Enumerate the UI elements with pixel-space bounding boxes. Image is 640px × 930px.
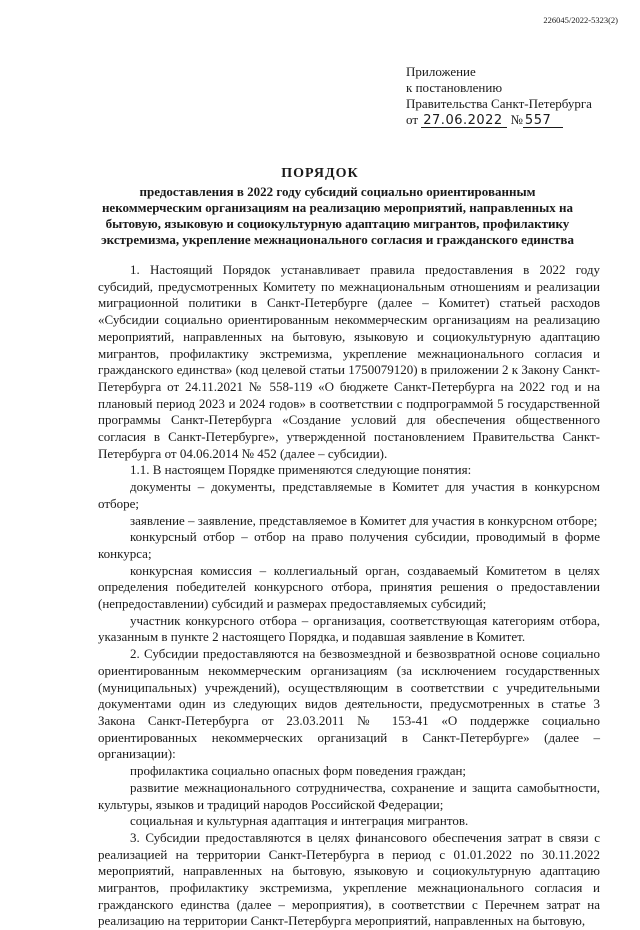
paragraph: заявление – заявление, представляемое в Комитет для участия в конкурсном отборе; [130, 512, 598, 528]
from-label: от [406, 112, 419, 127]
paragraph: документы – документы, представляемые в Комитет для участия в конкурсном отборе; [98, 479, 600, 511]
paragraph: 1.1. В настоящем Порядке применяются следующие понятия: [130, 462, 472, 478]
paragraph: 2. Субсидии предоставляются на безвозмездной и безвозвратной основе социально ориентированным некоммерческим организациям (за исключением государственных (муниципальных) учреждений), осуществляющим в соответствии с учредительными документами один из следующих видов деятельности, предусмотренных в статье 3 Закона Санкт-Петербурга от 23.03.2011 № 153-41 «О поддержке социально ориентированных некоммерческих организаций в Санкт-Петербурге» (далее – организации): [98, 646, 600, 762]
decree-date: 27.06.2022 [421, 114, 507, 128]
appendix-line-3: Правительства Санкт-Петербурга [406, 96, 592, 111]
paragraph: конкурсный отбор – отбор на право получения субсидии, проводимый в форме конкурса; [98, 529, 600, 561]
document-body [98, 262, 600, 930]
document-title: ПОРЯДОК [281, 166, 359, 181]
document-reference-number: 226045/2022-5323(2) [543, 15, 618, 25]
appendix-header [406, 64, 592, 128]
paragraph: участник конкурсного отбора – организация, соответствующая категориям отбора, указанным в пункте 2 настоящего Порядка, и подавшая заявление в Комитет. [98, 612, 600, 645]
document-subtitle: предоставления в 2022 году субсидий социально ориентированным некоммерческим организациям на реализацию мероприятий, направленных на бытовую, языковую и социокультурную адаптацию мигрантов, профилактику экстремизма, укрепление межнационального согласия и гражданского единства [101, 184, 574, 247]
appendix-line-2: к постановлению [406, 80, 503, 95]
paragraph: 1. Настоящий Порядок устанавливает правила предоставления в 2022 году субсидий, предусмотренных Комитету по межнациональным отношениям и реализации миграционной политики в Санкт-Петербурге (далее – Комитет) статьей расходов «Субсидии социально ориентированным некоммерческим организациям на реализацию мероприятий, направленных на бытовую, языковую и социокультурную адаптацию мигрантов, профилактику экстремизма, укрепление межнационального согласия и гражданского единства» (код целевой статьи 1750079120) в приложении 2 к Закону Санкт-Петербурга от 24.11.2021 № 558-119 «О бюджете Санкт-Петербурга на 2022 год и на плановый период 2023 и 2024 годов» в соответствии с подпрограммой 5 государственной программы Санкт-Петербурга «Создание условий для обеспечения общественного согласия в Санкт-Петербурге», утвержденной постановлением Правительства Санкт-Петербурга от 04.06.2014 № 452 (далее – субсидии). [98, 262, 601, 461]
paragraph: социальная и культурная адаптация и интеграция мигрантов. [130, 813, 469, 829]
paragraph: профилактика социально опасных форм поведения граждан; [130, 763, 467, 779]
appendix-line-1: Приложение [406, 64, 476, 79]
paragraph: развитие межнационального сотрудничества, сохранение и защита самобытности, культуры, языков и традиций народов Российской Федерации; [98, 779, 600, 812]
number-label: № [510, 112, 523, 127]
decree-number: 557 [523, 114, 563, 128]
paragraph: 3. Субсидии предоставляются в целях финансового обеспечения затрат в связи с реализацией на территории Санкт-Петербурга в период с 01.01.2022 по 30.11.2022 мероприятий, направленных на бытовую, языковую и социокультурную адаптацию мигрантов, профилактику экстремизма, укрепление межнационального согласия и гражданского единства (далее – мероприятия), в соответствии с Перечнем затрат на реализацию на территории Санкт-Петербурга мероприятий, направленных на бытовую, [98, 829, 600, 929]
appendix-date-line [406, 112, 592, 128]
paragraph: конкурсная комиссия – коллегиальный орган, создаваемый Комитетом в целях определения победителей конкурсного отбора, принятия решения о предоставлении (непредоставлении) субсидий и размерах предоставляемых субсидий; [98, 562, 600, 612]
